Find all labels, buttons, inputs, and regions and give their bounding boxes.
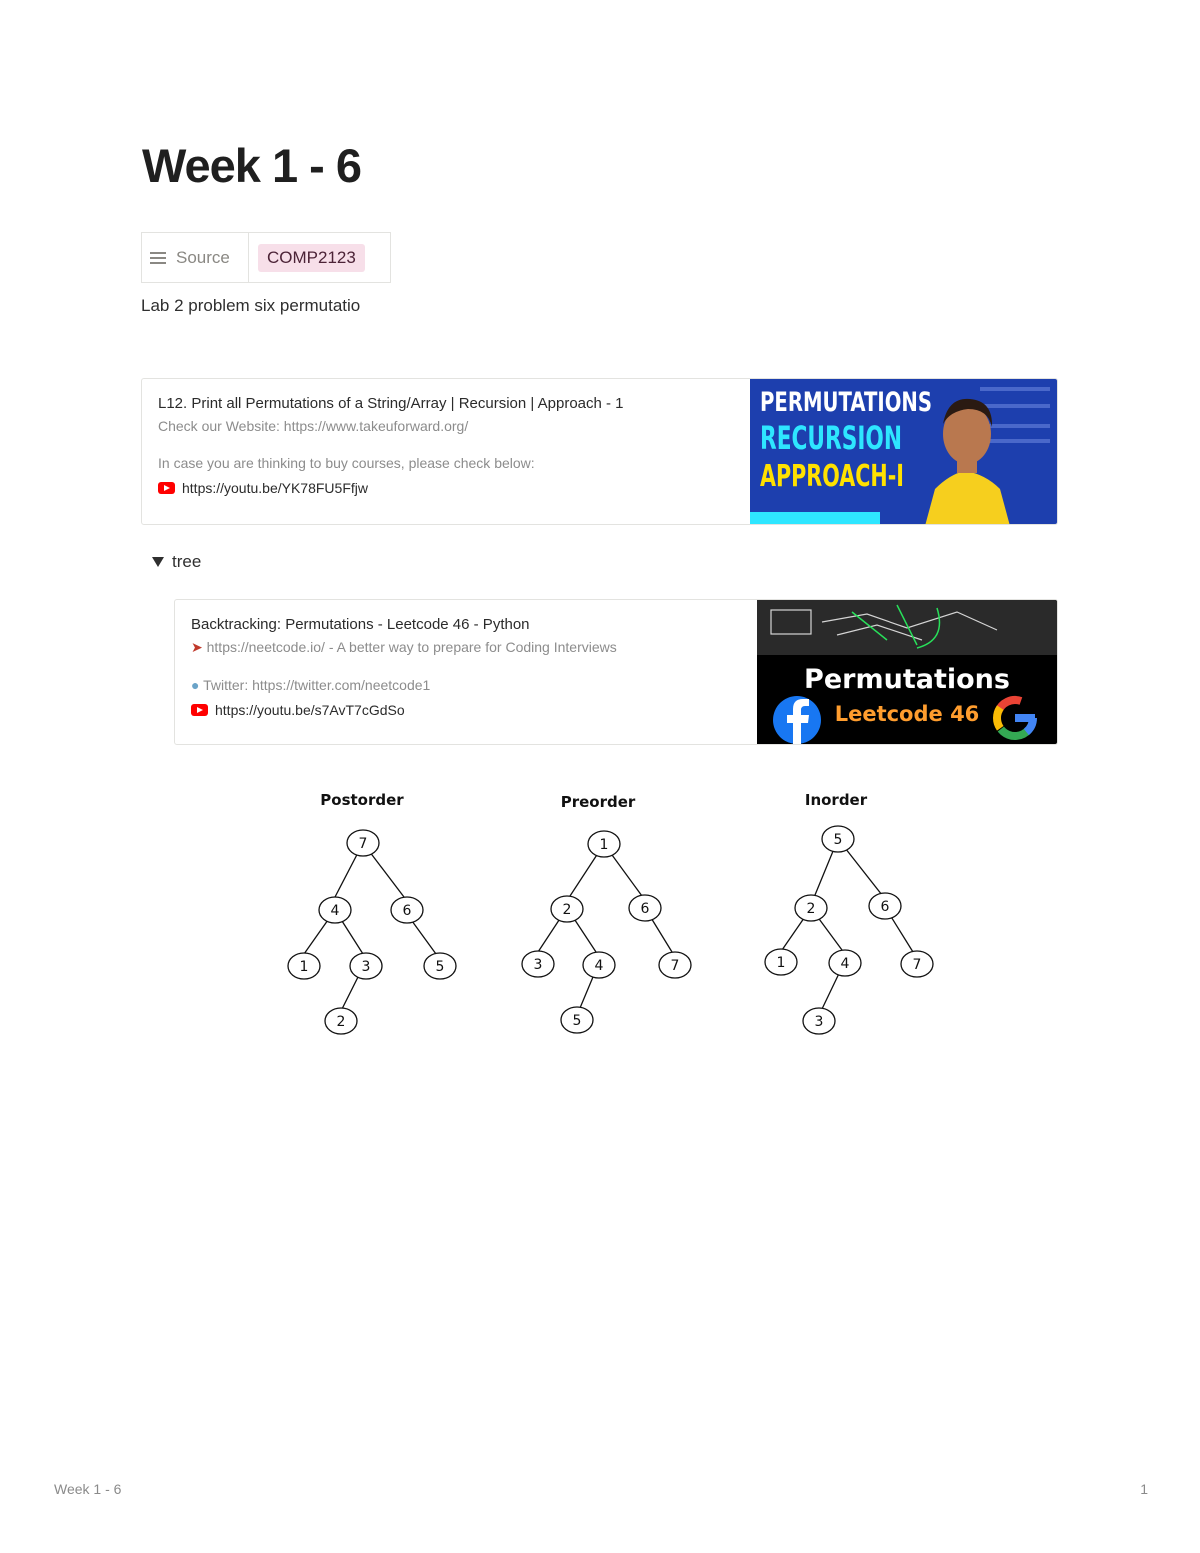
bookmark-thumbnail [757,600,1057,745]
property-table [141,232,391,283]
bookmark-thumbnail [750,379,1057,525]
bookmark-description-2-text: Twitter: https://twitter.com/neetcode1 [203,677,431,693]
bookmark-description: Check our Website: https://www.takeuforward.org/ [158,418,469,434]
toggle-label: tree [172,552,202,571]
tree-node-label: 7 [358,836,368,852]
thumb-line-2: RECURSION [760,419,902,457]
bookmark-card-neetcode[interactable] [174,599,1058,745]
body-paragraph: Lab 2 problem six permutatio [141,296,361,315]
bookmark-description [191,639,747,656]
bookmark-title: Backtracking: Permutations - Leetcode 46 - Python [191,616,530,633]
tree-node-label: 1 [599,837,609,853]
footer-page-title: Week 1 - 6 [54,1481,122,1497]
tree-node-label: 4 [330,903,340,919]
tree-title: Inorder [804,791,868,809]
bookmark-description-2: In case you are thinking to buy courses, please check below: [158,455,535,471]
thumb-stripe [750,512,880,525]
bird-icon: ● [191,677,200,693]
property-name[interactable] [142,233,249,282]
tree-node-label: 3 [361,959,371,975]
thumb-line-3: APPROACH-I [760,459,904,494]
toggle-block[interactable] [152,552,201,572]
tree-node-label: 7 [912,957,922,973]
thumb-line-1: PERMUTATIONS [760,387,932,418]
tree-node-label: 3 [814,1014,824,1030]
property-value[interactable] [249,233,390,282]
tree-node-label: 5 [572,1013,582,1029]
tree-node-label: 1 [299,959,309,975]
bookmark-link-text: https://youtu.be/YK78FU5Ffjw [182,480,368,496]
tree-node-label: 6 [402,903,412,919]
property-label: Source [176,247,230,267]
source-tag[interactable]: COMP2123 [258,244,365,272]
tree-node-label: 1 [776,955,786,971]
tree-inorder [765,791,933,1034]
rocket-icon: ➤ [191,639,203,655]
bookmark-text [191,616,747,718]
tree-node-label: 4 [840,956,850,972]
tree-node-label: 3 [533,957,543,973]
youtube-icon [191,704,208,716]
bookmark-title: L12. Print all Permutations of a String/Array | Recursion | Approach - 1 [158,395,624,412]
tree-node-label: 4 [594,958,604,974]
bookmark-description-text: https://neetcode.io/ - A better way to prepare for Coding Interviews [206,639,617,655]
bookmark-text [158,395,737,496]
bookmark-link[interactable] [158,480,737,496]
tree-node-label: 7 [670,958,680,974]
footer-page-number: 1 [1140,1481,1148,1497]
tree-postorder [288,791,456,1034]
tree-node-label: 2 [336,1014,346,1030]
thumb-line-1: Permutations [804,664,1010,695]
tree-title: Preorder [560,793,636,811]
bookmark-link-text: https://youtu.be/s7AvT7cGdSo [215,702,405,718]
bookmark-card-striver[interactable] [141,378,1058,525]
tree-node-label: 6 [640,901,650,917]
tree-node-label: 5 [435,959,445,975]
tree-title: Postorder [320,791,404,809]
text-property-icon [150,249,166,267]
tree-traversal-figure [280,780,960,1050]
tree-node-label: 6 [880,899,890,915]
tree-node-label: 2 [806,901,816,917]
bookmark-description-2 [191,677,747,693]
tree-preorder [522,793,691,1033]
toggle-triangle-icon[interactable] [152,557,164,567]
thumb-line-2: Leetcode 46 [834,702,980,726]
tree-node-label: 2 [562,902,572,918]
page-title: Week 1 - 6 [142,139,362,192]
bookmark-link[interactable] [191,702,747,718]
youtube-icon [158,482,175,494]
tree-node-label: 5 [833,832,843,848]
